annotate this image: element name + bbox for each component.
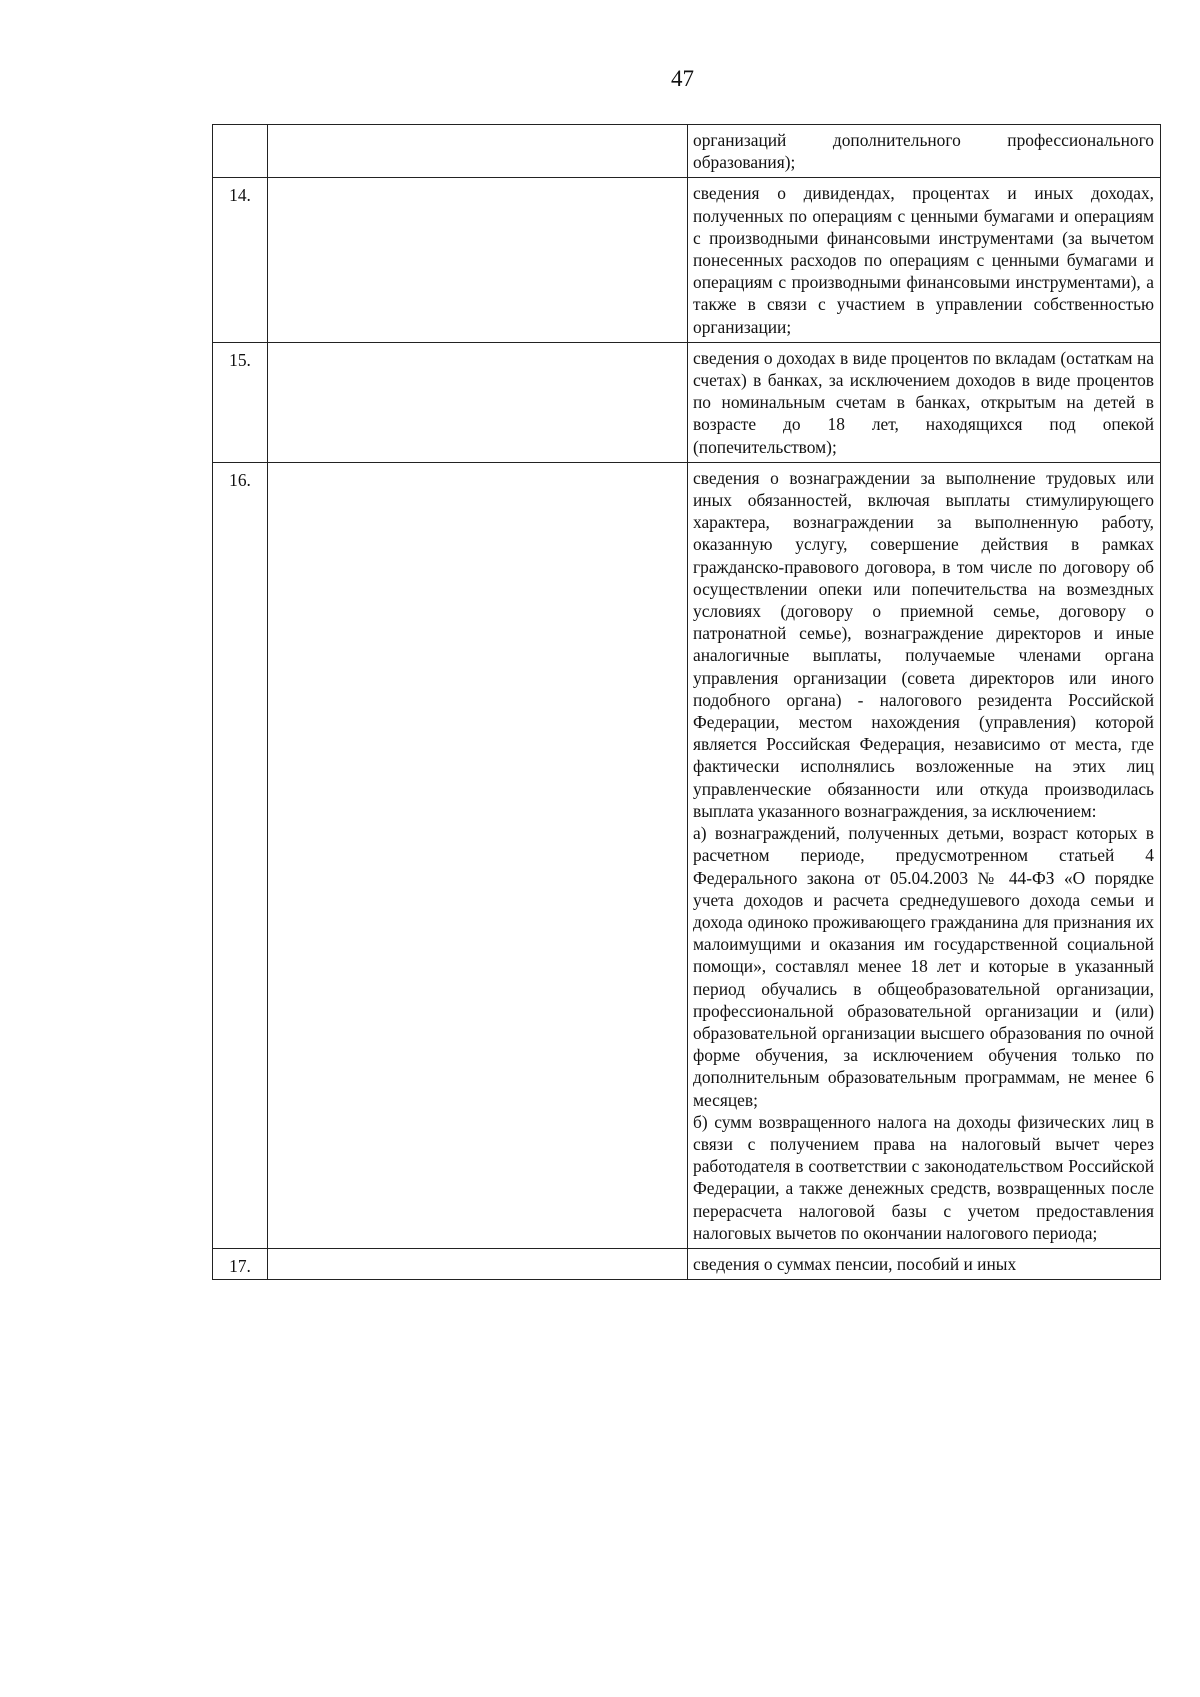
table-row <box>213 462 1161 1248</box>
table-row <box>213 125 1161 178</box>
paragraph: сведения о доходах в виде процентов по вкладам (остаткам на счетах) в банках, за исключением доходов в виде процентов по номинальным счетам в банках, открытым на детей в возрасте до 18 лет, находящихся под опекой (попечительством); <box>693 347 1154 457</box>
paragraph: сведения о суммах пенсии, пособий и иных <box>693 1253 1017 1274</box>
row-number: 15. <box>213 342 268 462</box>
row-number <box>213 125 268 178</box>
row-number: 16. <box>213 462 268 1248</box>
document-table <box>212 124 1161 1280</box>
paragraph: сведения о вознаграждении за выполнение трудовых или иных обязанностей, включая выплаты стимулирующего характера, вознаграждении за выполненную работу, оказанную услугу, совершение действия в рамках гражданско-правового договора, в том числе по договору об осуществлении опеки или попечительства на возмездных условиях (договору о приемной семье, договору о патронатной семье), вознаграждение директоров и иные аналогичные выплаты, получаемые членами органа управления организации (совета директоров или иного подобного органа) - налогового резидента Российской Федерации, местом нахождения (управления) которой является Российская Федерация, независимо от места, где фактически исполнялись возложенные на этих лиц управленческие обязанности или откуда производилась выплата указанного вознаграждения, за исключением: <box>693 467 1154 821</box>
row-text <box>688 1248 1161 1279</box>
empty-cell <box>268 178 688 342</box>
row-text <box>688 178 1161 342</box>
row-number: 14. <box>213 178 268 342</box>
row-text <box>688 125 1161 178</box>
paragraph: организаций дополнительного профессионального образования); <box>693 130 1154 173</box>
empty-cell <box>268 1248 688 1279</box>
paragraph-item-b: б) сумм возвращенного налога на доходы физических лиц в связи с получением права на налоговый вычет через работодателя в соответствии с законодательством Российской Федерации, а также денежных средств, возвращенных после перерасчета налоговой базы с учетом предоставления налоговых вычетов по окончании налогового периода; <box>693 1111 1154 1243</box>
empty-cell <box>268 342 688 462</box>
row-text <box>688 342 1161 462</box>
table-row <box>213 178 1161 342</box>
empty-cell <box>268 125 688 178</box>
paragraph: сведения о дивидендах, процентах и иных доходах, полученных по операциям с ценными бумагами и операциям с производными финансовыми инструментами (за вычетом понесенных расходов по операциям с ценными бумагами и операциям с производными финансовыми инструментами), а также в связи с участием в управлении собственностью организации; <box>693 183 1154 337</box>
page-number: 47 <box>671 66 694 91</box>
paragraph-item-a: а) вознаграждений, полученных детьми, возраст которых в расчетном периоде, предусмотренном статьей 4 Федерального закона от 05.04.2003 № 44-ФЗ «О порядке учета доходов и расчета среднедушевого дохода семьи и дохода одиноко проживающего гражданина для признания их малоимущими и оказания им государственной социальной помощи», составлял менее 18 лет и которые в указанный период обучались в общеобразовательной организации, профессиональной образовательной организации и (или) образовательной организации высшего образования по очной форме обучения, за исключением обучения только по дополнительным образовательным программам, не менее 6 месяцев; <box>693 823 1154 1110</box>
table-row <box>213 1248 1161 1279</box>
row-text <box>688 462 1161 1248</box>
table-row <box>213 342 1161 462</box>
row-number: 17. <box>213 1248 268 1279</box>
empty-cell <box>268 462 688 1248</box>
